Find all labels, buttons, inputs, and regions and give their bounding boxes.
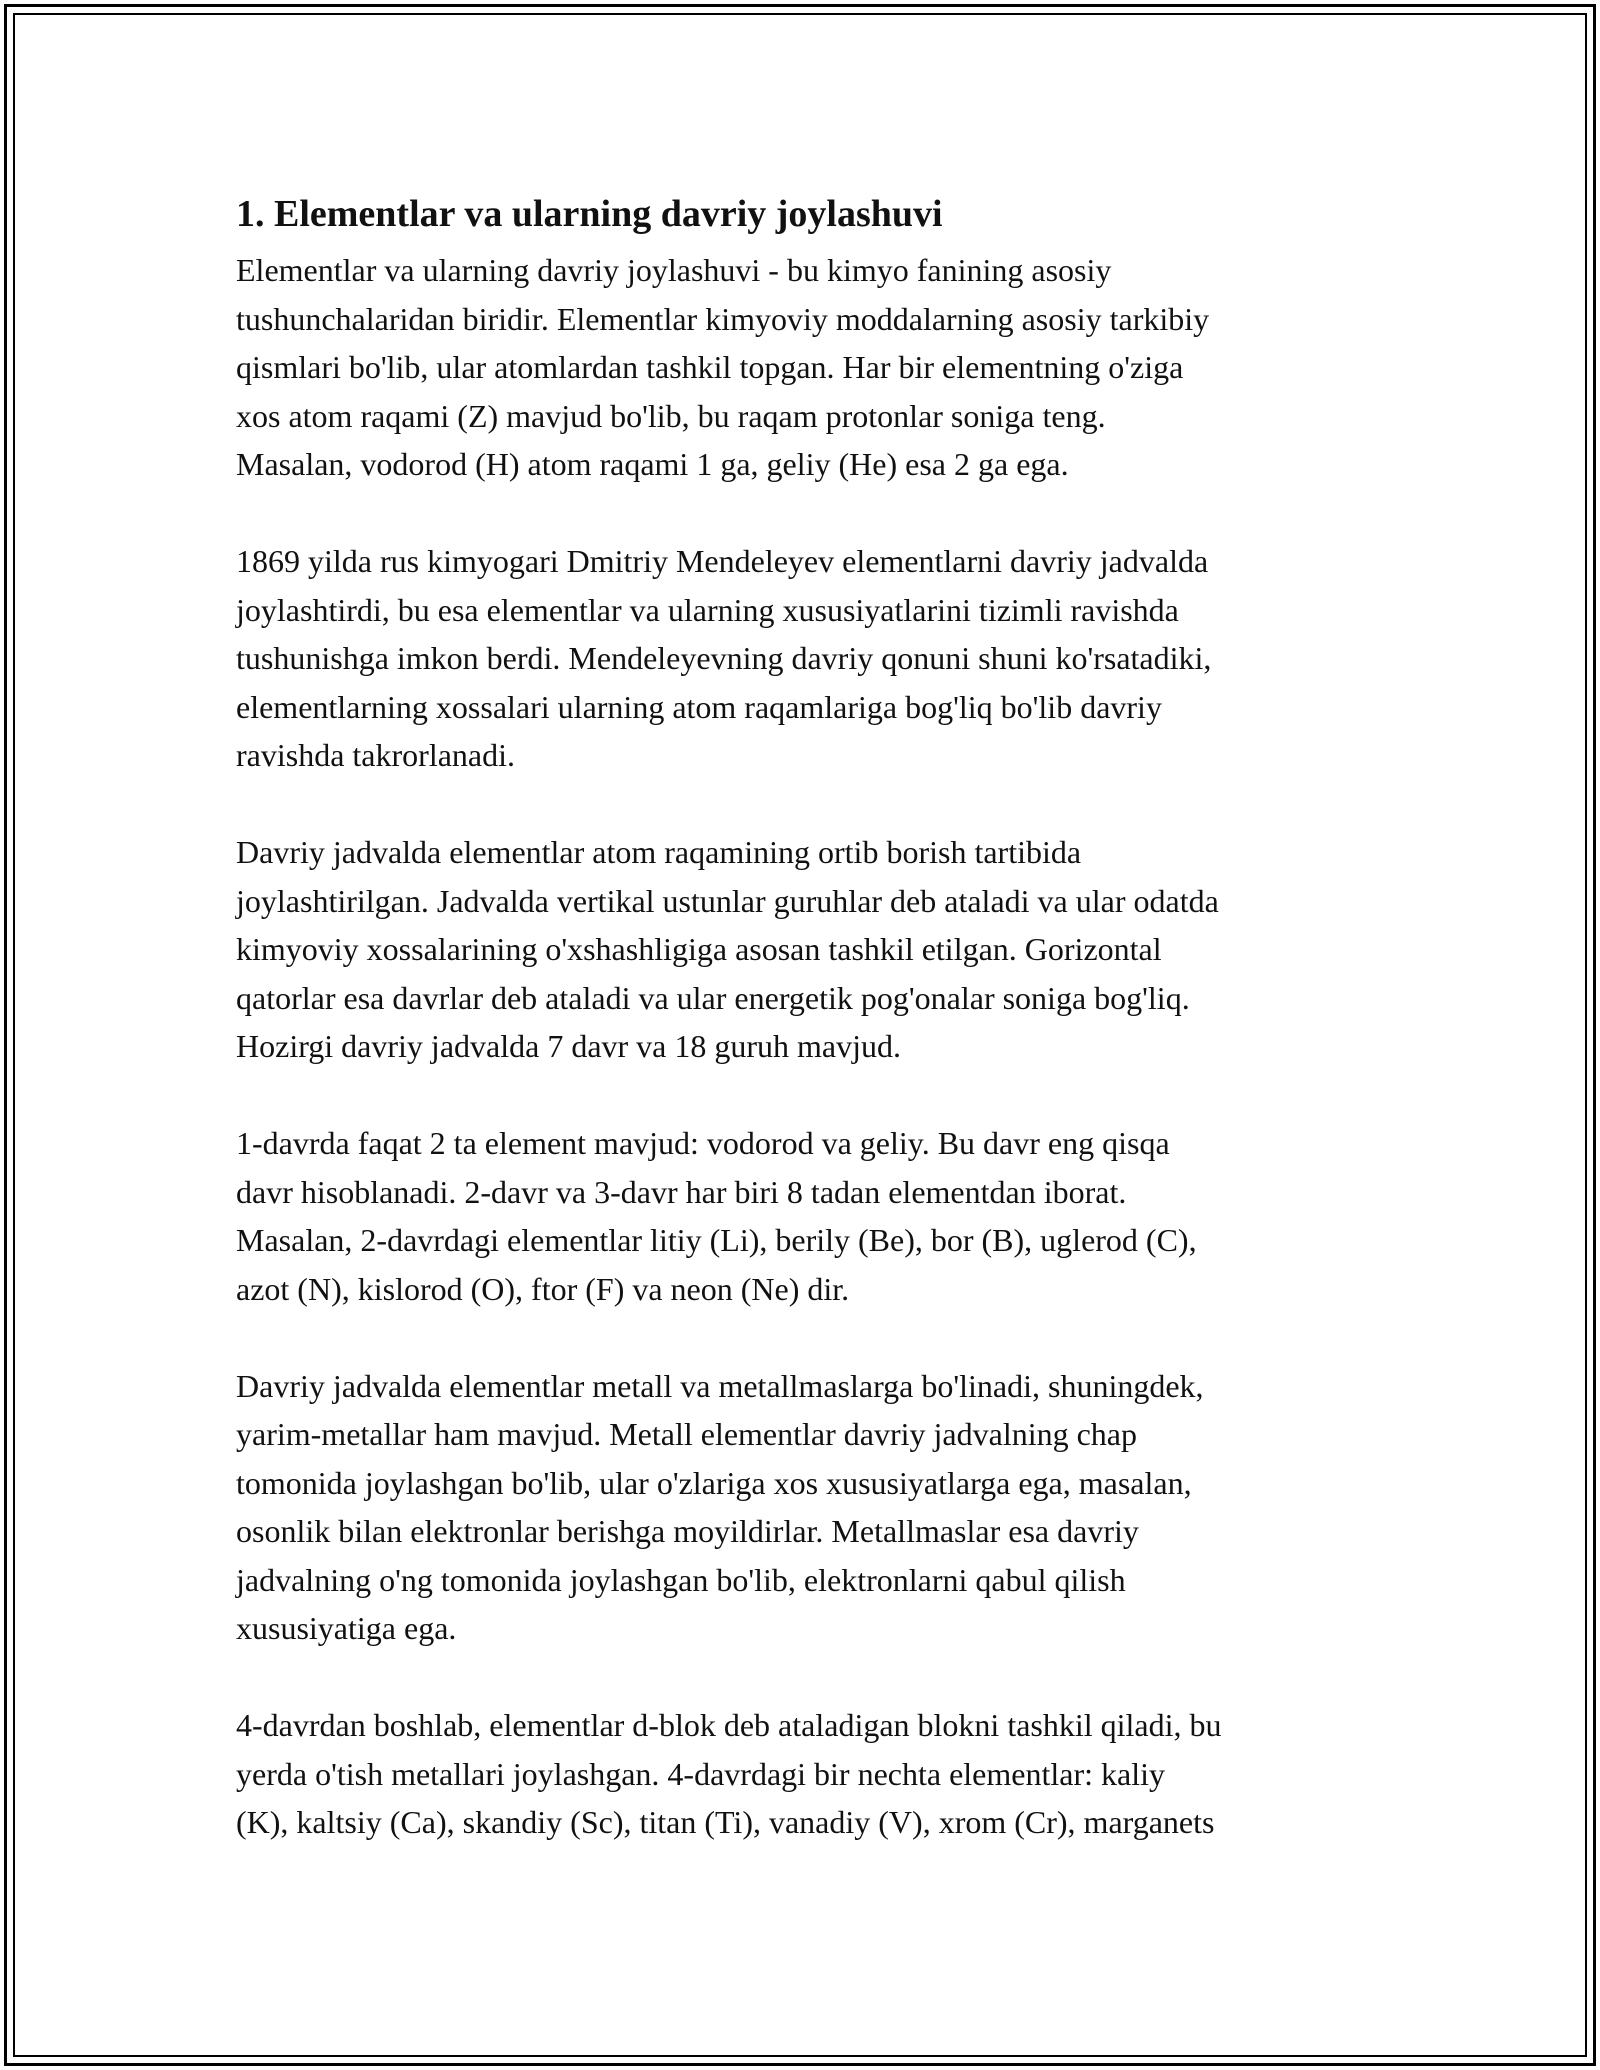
paragraph-line: elementlarning xossalari ularning atom raqamlariga bog'liq bo'lib davriy xyxy=(236,688,1162,725)
paragraph-line: jadvalning o'ng tomonida joylashgan bo'lib, elektronlarni qabul qilish xyxy=(236,1561,1126,1598)
paragraph-2 xyxy=(236,537,1366,780)
paragraph-line: (K), kaltsiy (Ca), skandiy (Sc), titan (Ti), vanadiy (V), xrom (Cr), marganets xyxy=(236,1804,1215,1840)
paragraph-line: azot (N), kislorod (O), ftor (F) va neon (Ne) dir. xyxy=(236,1270,850,1307)
paragraph-line: ravishda takrorlanadi. xyxy=(236,737,515,773)
paragraph-line: joylashtirilgan. Jadvalda vertikal ustunlar guruhlar deb ataladi va ular odatda xyxy=(236,882,1219,919)
paragraph-line: yerda o'tish metallari joylashgan. 4-davrdagi bir nechta elementlar: kaliy xyxy=(236,1755,1165,1792)
paragraph-line: kimyoviy xossalarining o'xshashligiga asosan tashkil etilgan. Gorizontal xyxy=(236,931,1162,967)
paragraph-line: qatorlar esa davrlar deb ataladi va ular energetik pog'onalar soniga bog'liq. xyxy=(236,979,1190,1016)
paragraph-6 xyxy=(236,1701,1366,1847)
document-body xyxy=(236,186,1366,1895)
paragraph-line: qismlari bo'lib, ular atomlardan tashkil topgan. Har bir elementning o'ziga xyxy=(236,349,1184,385)
paragraph-line: xususiyatiga ega. xyxy=(236,1610,457,1646)
paragraph-1 xyxy=(236,246,1366,489)
paragraph-line: Davriy jadvalda elementlar atom raqamining ortib borish tartibida xyxy=(236,834,1082,870)
paragraph-5 xyxy=(236,1362,1366,1653)
paragraph-line: Hozirgi davriy jadvalda 7 davr va 18 guruh mavjud. xyxy=(236,1028,902,1064)
section-heading: 1. Elementlar va ularning davriy joylashuvi xyxy=(236,193,943,235)
paragraph-line: tushunishga imkon berdi. Mendeleyevning davriy qonuni shuni ko'rsatadiki, xyxy=(236,640,1212,676)
paragraph-line: Masalan, vodorod (H) atom raqami 1 ga, geliy (He) esa 2 ga ega. xyxy=(236,446,1069,482)
paragraph-line: 1869 yilda rus kimyogari Dmitriy Mendeleyev elementlarni davriy jadvalda xyxy=(236,543,1209,579)
paragraph-line: joylashtirdi, bu esa elementlar va ularning xususiyatlarini tizimli ravishda xyxy=(236,591,1179,628)
paragraph-3 xyxy=(236,828,1366,1071)
paragraph-line: tomonida joylashgan bo'lib, ular o'zlariga xos xususiyatlarga ega, masalan, xyxy=(236,1464,1192,1501)
paragraph-line: 4-davrdan boshlab, elementlar d-blok deb ataladigan blokni tashkil qiladi, bu xyxy=(236,1707,1222,1743)
paragraph-line: Elementlar va ularning davriy joylashuvi - bu kimyo fanining asosiy xyxy=(236,252,1112,288)
paragraph-4 xyxy=(236,1119,1366,1313)
paragraph-line: davr hisoblanadi. 2-davr va 3-davr har biri 8 tadan elementdan iborat. xyxy=(236,1173,1127,1210)
paragraph-line: Davriy jadvalda elementlar metall va metallmaslarga bo'linadi, shuningdek, xyxy=(236,1367,1204,1404)
paragraph-line: Masalan, 2-davrdagi elementlar litiy (Li), berily (Be), bor (B), uglerod (C), xyxy=(236,1222,1197,1258)
paragraph-line: xos atom raqami (Z) mavjud bo'lib, bu raqam protonlar soniga teng. xyxy=(236,397,1106,434)
paragraph-line: 1-davrda faqat 2 ta element mavjud: vodorod va geliy. Bu davr eng qisqa xyxy=(236,1125,1170,1161)
paragraph-line: tushunchalaridan biridir. Elementlar kimyoviy moddalarning asosiy tarkibiy xyxy=(236,300,1210,337)
paragraph-line: yarim-metallar ham mavjud. Metall elementlar davriy jadvalning chap xyxy=(236,1416,1137,1452)
paragraph-line: osonlik bilan elektronlar berishga moyildirlar. Metallmaslar esa davriy xyxy=(236,1513,1139,1549)
